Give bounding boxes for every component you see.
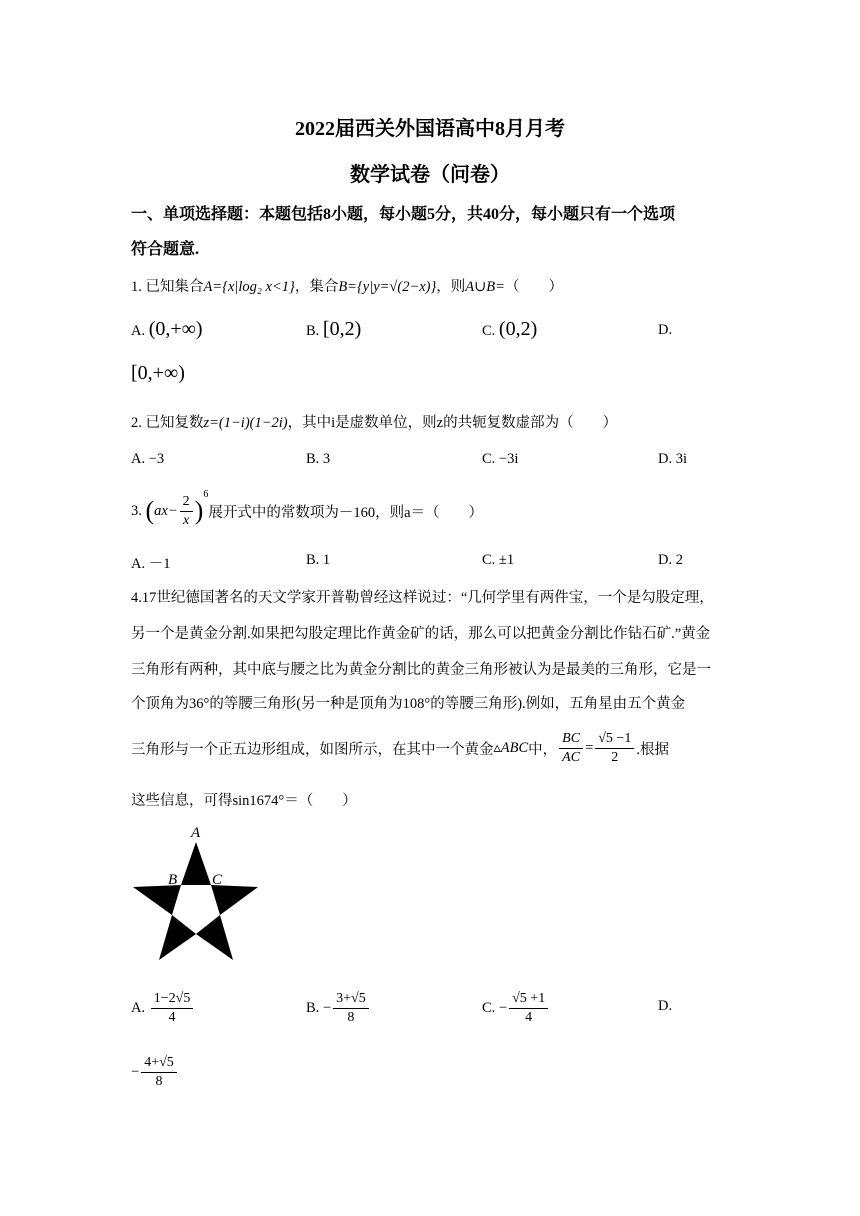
q2-option-a: A. −3: [131, 451, 165, 467]
q1-option-b: B. [0,2): [306, 318, 362, 340]
question-number: 4.: [131, 590, 142, 606]
q1-option-a: A. (0,+∞): [131, 318, 203, 340]
sine-expression: sin1674°＝: [232, 793, 299, 809]
binomial-exponent: 6: [203, 489, 209, 500]
q1-option-d-label: D.: [658, 322, 673, 338]
question-4-line6: 这些信息，可得sin1674°＝（ ）: [131, 793, 357, 809]
q3-option-b: B. 1: [306, 552, 331, 568]
question-2-stem: [131, 411, 617, 432]
vertex-label-a: A: [191, 825, 201, 841]
question-4-line1: 4.17世纪德国著名的天文学家开普勒曾经这样说过：“几何学里有两件宝，一个是勾股定理，: [131, 590, 714, 606]
q2-option-b: B. 3: [306, 451, 331, 467]
question-text: ，则: [436, 279, 466, 295]
question-4-line2: 另一个是黄金分割.如果把勾股定理比作黄金矿的话，那么可以把黄金分割比作钻石矿.”黄金: [131, 626, 711, 642]
union-expression: A∪B=: [465, 279, 505, 295]
question-text: ，集合: [294, 279, 339, 295]
vertex-label-b: B: [168, 872, 178, 888]
question-1-stem: [131, 275, 563, 296]
q1-option-d-value: [0,+∞): [131, 362, 185, 384]
question-text: 已知复数: [145, 415, 204, 431]
angle-108: 108°: [402, 696, 431, 712]
binomial-term: ax−: [154, 502, 178, 519]
question-text: ，其中i是虚数单位，则z的共轭复数虚部为（ ）: [287, 415, 618, 431]
q4-option-c: C. − $\frac{√5 +1}{4}$: [482, 988, 550, 1028]
question-number: 1.: [131, 279, 142, 295]
q2-option-c: C. −3i: [482, 451, 519, 467]
ratio-bc-ac: $\frac{BC}{AC}$: [559, 730, 583, 767]
q4-option-b: B. − $\frac{3+√5}{8}$: [306, 988, 371, 1028]
q4-option-d-label: D.: [658, 998, 673, 1014]
q3-option-d: D. 2: [658, 552, 683, 568]
section-heading-line2: 符合题意.: [131, 241, 200, 258]
q2-option-d: D. 3i: [658, 451, 688, 467]
triangle-abc: ▵ABC: [493, 739, 529, 756]
question-4-line3: 三角形有两种，其中底与腰之比为黄金分割比的黄金三角形被认为是最美的三角形，它是一: [131, 662, 711, 678]
q4-option-d-value: − $\frac{4+√5}{8}$: [131, 1052, 179, 1092]
question-text: 已知集合: [145, 279, 204, 295]
q3-option-a: A. －1: [131, 556, 171, 572]
question-number: 2.: [131, 415, 142, 431]
question-3-stem: 3. ( ax− $\frac{2}{x}$ ) $^6$ 展开式中的常数项为－160，则a＝（ ）: [131, 489, 484, 528]
question-number: 3.: [131, 502, 142, 519]
q1-option-c: C. (0,2): [482, 318, 538, 340]
set-a-expression: A={x|log₂ x<1}: [203, 279, 295, 295]
binomial-fraction: $\frac{2}{x}$: [180, 493, 193, 530]
question-text: 展开式中的常数项为－160，则a＝（ ）: [208, 504, 484, 521]
exam-title: 2022届西关外国语高中8月月考: [295, 118, 565, 140]
q4-option-a: A. $\frac{1-2√5}{4}$: [131, 988, 195, 1028]
question-4-line4: 个顶角为36°的等腰三角形(另一种是顶角为108°的等腰三角形).例如，五角星由五个黄金: [131, 696, 686, 712]
complex-expression: z=(1−i)(1−2i): [203, 415, 288, 431]
pentagram-figure: [128, 820, 268, 970]
angle-36: 36°: [189, 696, 210, 712]
set-b-expression: B={y|y=√(2−x)}: [338, 279, 437, 295]
q3-option-c: C. ±1: [482, 552, 515, 568]
question-4-line5: 三角形与一个正五边形组成，如图所示，在其中一个黄金 ▵ABC 中， $\frac{BC}{AC}$ = $\frac{√5 -1}{2}$ .根据: [131, 730, 669, 765]
answer-paren: （ ）: [504, 279, 563, 295]
exam-subtitle: 数学试卷（问卷）: [350, 164, 510, 186]
vertex-label-c: C: [212, 872, 223, 888]
golden-ratio-fraction: $\frac{√5 -1}{2}$: [595, 730, 634, 767]
section-heading-line1: 一、单项选择题：本题包括8小题，每小题5分，共40分，每小题只有一个选项: [131, 206, 676, 223]
